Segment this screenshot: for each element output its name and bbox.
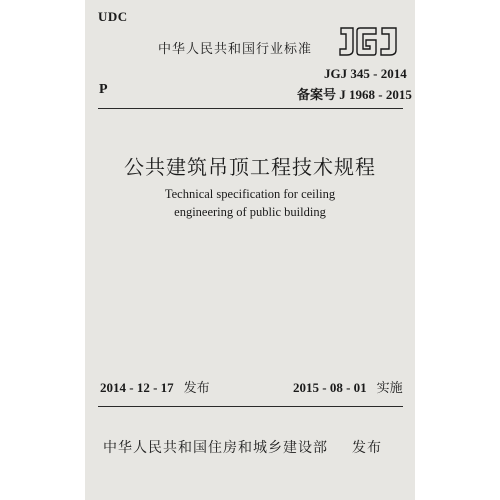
issue-verb: 发布 xyxy=(183,381,210,396)
title-english-line-2: engineering of public building xyxy=(174,205,326,219)
issue-date: 2014 - 12 - 17 xyxy=(100,380,174,395)
publisher-block xyxy=(103,437,382,457)
bottom-divider xyxy=(98,406,403,407)
implement-verb: 实施 xyxy=(376,381,403,396)
top-divider xyxy=(98,108,403,109)
jgj-logo-text: JGJ xyxy=(368,42,370,43)
jgj-logo xyxy=(335,22,401,60)
record-number: 备案号 J 1968 - 2015 xyxy=(297,87,412,102)
issue-date-block xyxy=(100,377,210,396)
classification-letter: P xyxy=(99,82,108,97)
publisher-verb: 发布 xyxy=(352,440,382,456)
title-chinese: 公共建筑吊顶工程技术规程 xyxy=(124,155,376,179)
implement-date: 2015 - 08 - 01 xyxy=(293,380,367,395)
udc-label: UDC xyxy=(98,9,128,24)
standard-number: JGJ 345 - 2014 xyxy=(324,66,407,81)
implement-date-block xyxy=(293,377,403,396)
standard-type-label: 中华人民共和国行业标准 xyxy=(158,42,313,57)
title-english-line-1: Technical specification for ceiling xyxy=(164,187,336,201)
book-cover xyxy=(85,0,415,500)
publisher-name: 中华人民共和国住房和城乡建设部 xyxy=(103,440,328,456)
title-english xyxy=(85,185,415,221)
